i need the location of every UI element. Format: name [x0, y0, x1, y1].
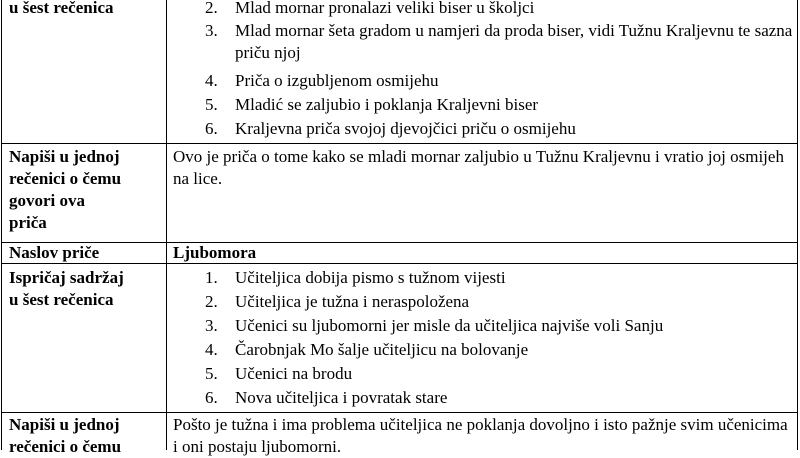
section2-label: Ispričaj sadržaj u šest rečenica: [9, 268, 124, 309]
list-item: 4. Čarobnjak Mo šalje učiteljicu na bolovanje: [205, 340, 529, 359]
summary2-text: Pošto je tužna i ima problema učiteljica ne poklanja dovoljno i isto pažnje svim učenicima i oni postaju ljubomorni.: [173, 415, 788, 456]
list-item: 3. Mlad mornar šeta gradom u namjeri da proda biser, vidi Tužnu Kraljevnu te sazna priču njoj: [205, 21, 793, 62]
title2-value: Ljubomora: [173, 243, 257, 262]
list-item: 4. Priča o izgubljenom osmijehu: [205, 71, 439, 90]
list-item: 5. Mladić se zaljubio i poklanja Kraljevni biser: [205, 95, 539, 114]
row-divider: [1, 143, 798, 144]
summary2-label: Napiši u jednoj rečenici o čemu: [9, 415, 122, 456]
list-item: 6. Nova učiteljica i povratak stare: [205, 388, 448, 407]
list-item: 1. Učiteljica dobija pismo s tužnom vijesti: [205, 268, 506, 287]
section1-label: u šest rečenica: [9, 0, 114, 17]
list-item: 2. Učiteljica je tužna i neraspoložena: [205, 292, 470, 311]
list-item: 2. Mlad mornar pronalazi veliki biser u školjci: [205, 0, 535, 17]
row-divider: [1, 412, 798, 413]
table-border-right: [797, 0, 798, 450]
title2-label: Naslov priče: [9, 243, 100, 262]
summary1-text: Ovo je priča o tome kako se mladi mornar zaljubio u Tužnu Kraljevnu i vratio joj osmijeh na lice.: [173, 147, 784, 188]
list-item: 5. Učenici na brodu: [205, 364, 353, 383]
list-item: 3. Učenici su ljubomorni jer misle da učiteljica najviše voli Sanju: [205, 316, 664, 335]
table-border-left: [1, 0, 2, 450]
list-item: 6. Kraljevna priča svojoj djevojčici priču o osmijehu: [205, 119, 576, 138]
summary1-label: Napiši u jednoj rečenici o čemu govori ova priča: [9, 147, 122, 232]
